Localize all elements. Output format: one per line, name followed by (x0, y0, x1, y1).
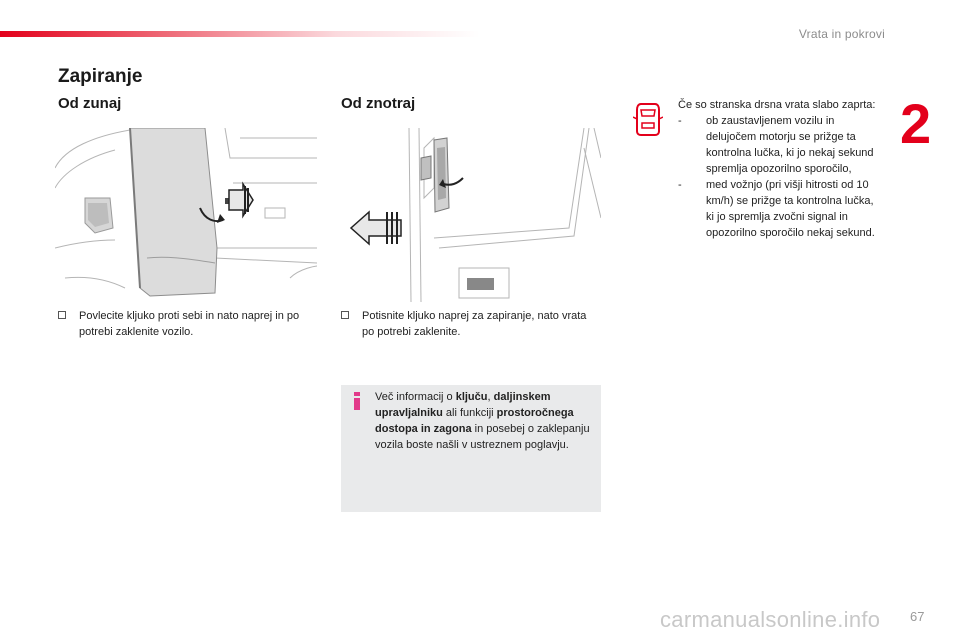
chapter-title: Vrata in pokrovi (798, 27, 885, 41)
bullet-square-icon (341, 311, 349, 319)
bullet-square-icon (58, 311, 66, 319)
outside-instruction: Povlecite kljuko proti sebi in nato naprej in po potrebi zaklenite vozilo. (58, 308, 320, 340)
heading-outside: Od zunaj (58, 95, 122, 112)
info-text: Več informacij o ključu, daljinskem upravljalniku ali funkciji prostoročnega dostopa in zagona in posebej o zaklepanju vozila boste našli v ustreznem poglavju. (375, 391, 590, 451)
chapter-number: 2 (900, 92, 932, 155)
header-accent-bar (0, 31, 480, 37)
inside-door-illustration (339, 128, 601, 302)
warning-text (678, 97, 878, 241)
warning-item: - ob zaustavljenem vozilu in delujočem motorju se prižge ta kontrolna lučka, ki jo nekaj sekund spremlja opozorilno sporočilo, (678, 115, 874, 175)
outside-door-illustration (55, 128, 317, 302)
warning-intro: Če so stranska drsna vrata slabo zaprta: (678, 99, 876, 111)
heading-inside: Od znotraj (341, 95, 416, 112)
page-title: Zapiranje (58, 66, 143, 87)
info-box (341, 385, 601, 512)
watermark: carmanualsonline.info (660, 607, 881, 632)
warning-item: - med vožnjo (pri višji hitrosti od 10 km/h) se prižge ta kontrolna lučka, ki jo spremlja zvočni signal in opozorilno sporočilo nekaj sekund. (678, 179, 875, 239)
inside-instruction: Potisnite kljuko naprej za zapiranje, nato vrata po potrebi zaklenite. (341, 308, 596, 340)
door-open-warning-icon (633, 101, 663, 137)
info-icon (351, 392, 363, 410)
page-number: 67 (910, 609, 925, 624)
